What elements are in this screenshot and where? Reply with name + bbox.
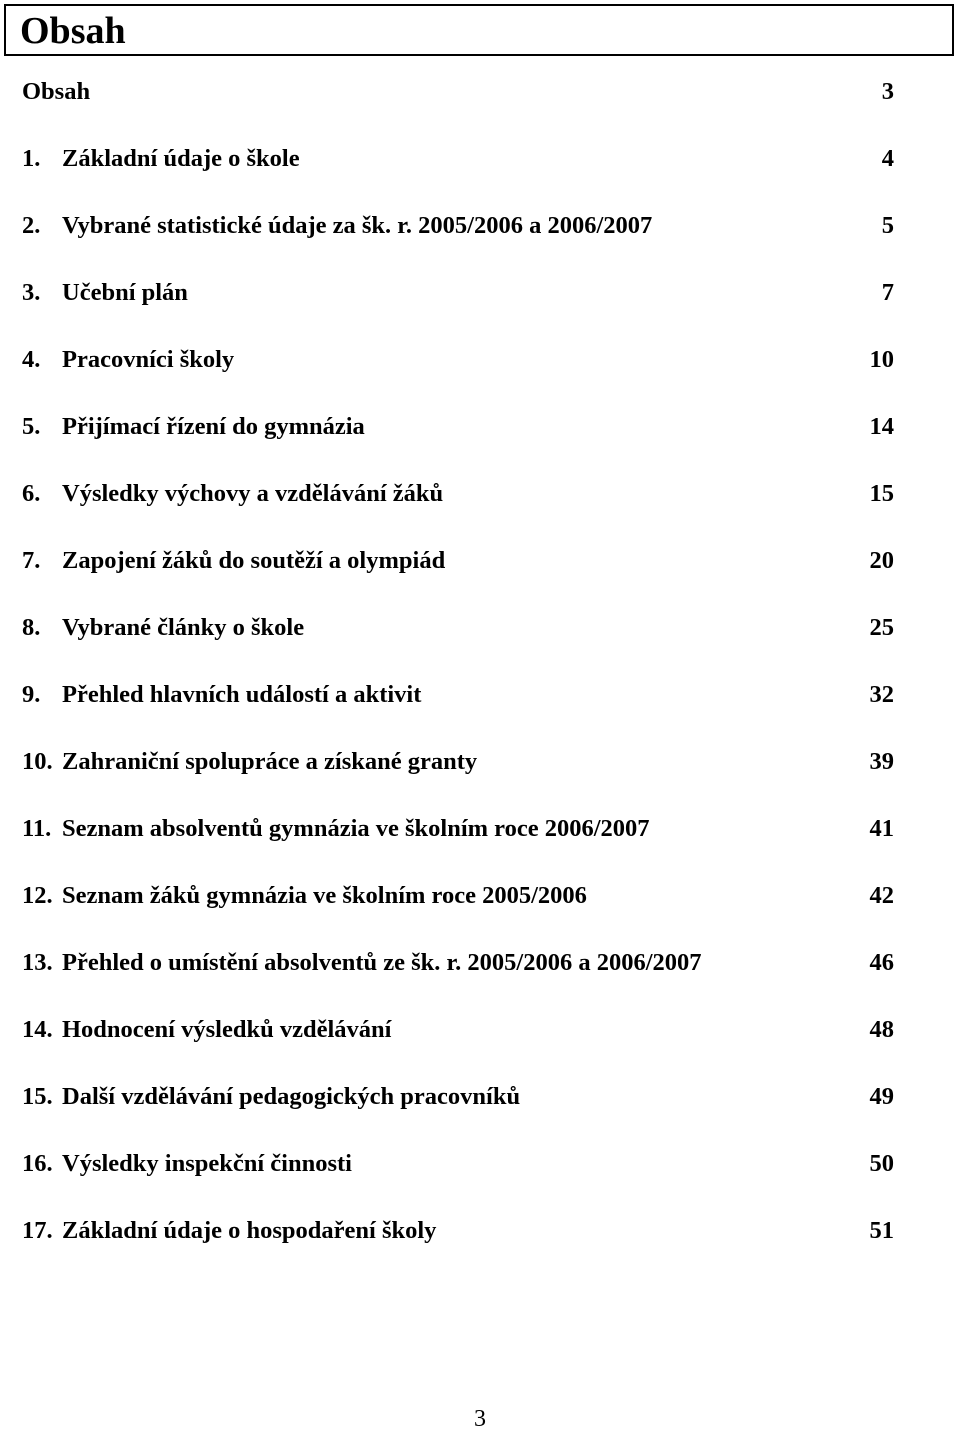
toc-entry[interactable]: [22, 936, 894, 1003]
toc-entry-number: 17.: [22, 1217, 53, 1244]
toc-entry-title: Výsledky výchovy a vzdělávání žáků: [62, 480, 444, 507]
toc-entry-title: Seznam absolventů gymnázia ve školním roce 2006/2007: [62, 815, 650, 842]
toc-entry-number: 11.: [22, 815, 52, 842]
toc-entry-number: 5.: [22, 413, 41, 440]
toc-entry-number: 13.: [22, 949, 53, 976]
toc-entry-title: Zahraniční spolupráce a získané granty: [62, 748, 478, 775]
toc-entry-page: 39: [869, 748, 894, 775]
toc-entry-page: 20: [869, 547, 894, 574]
page-number: 3: [474, 1406, 486, 1432]
toc-entry-number: 12.: [22, 882, 53, 909]
toc-entry-number: 1.: [22, 145, 41, 172]
toc-entry[interactable]: [22, 132, 894, 199]
toc-entry-number: 8.: [22, 614, 41, 641]
toc-entry-title: Přehled hlavních událostí a aktivit: [62, 681, 422, 708]
toc-entry-number: 2.: [22, 212, 41, 239]
toc-entry-title: Zapojení žáků do soutěží a olympiád: [62, 547, 446, 574]
toc-entry-page: 25: [869, 614, 894, 641]
toc-entry[interactable]: [22, 467, 894, 534]
toc-entry-number: 4.: [22, 346, 41, 373]
toc-entry[interactable]: [22, 869, 894, 936]
toc-entry-page: 42: [869, 882, 894, 909]
toc-entry-title: Pracovníci školy: [62, 346, 235, 373]
toc-entry-title: Další vzdělávání pedagogických pracovníků: [62, 1083, 521, 1110]
toc-entry-page: 5: [881, 212, 894, 239]
toc-entry-number: 14.: [22, 1016, 53, 1043]
toc-entry-title: Vybrané statistické údaje za šk. r. 2005/2006 a 2006/2007: [62, 212, 653, 239]
toc-entry[interactable]: [22, 400, 894, 467]
toc-entry-title: Přijímací řízení do gymnázia: [62, 413, 365, 440]
toc-entry-number: 10.: [22, 748, 53, 775]
toc-entry-page: 4: [881, 145, 894, 172]
toc-entry[interactable]: [22, 534, 894, 601]
toc-entry-title: Hodnocení výsledků vzdělávání: [62, 1016, 392, 1043]
heading-box: [4, 4, 954, 56]
toc-entry-title: Základní údaje o škole: [62, 145, 300, 172]
toc-entry-title: Výsledky inspekční činnosti: [62, 1150, 352, 1177]
toc-entry[interactable]: [22, 1003, 894, 1070]
toc-entry-page: 32: [869, 681, 894, 708]
toc-entry-page: 10: [869, 346, 894, 373]
toc-entry-number: 15.: [22, 1083, 53, 1110]
toc-entry[interactable]: [22, 1137, 894, 1204]
toc-entry-number: 7.: [22, 547, 41, 574]
toc-entry-number: 6.: [22, 480, 41, 507]
toc-entry-title: Vybrané články o škole: [62, 614, 305, 641]
toc-entry-page: 48: [869, 1016, 894, 1043]
toc-entry[interactable]: [22, 802, 894, 869]
toc-entry-title: Učební plán: [62, 279, 188, 306]
toc-entry-title: Základní údaje o hospodaření školy: [62, 1217, 437, 1244]
toc-entry-page: 14: [869, 413, 894, 440]
toc-entry-number: 16.: [22, 1150, 53, 1177]
toc-entry-page: 15: [869, 480, 894, 507]
table-of-contents: [22, 65, 894, 1271]
toc-entry-page: 46: [869, 949, 894, 976]
toc-entry-number: 9.: [22, 681, 41, 708]
page-heading: Obsah: [20, 10, 126, 52]
toc-entry[interactable]: [22, 1204, 894, 1271]
toc-entry[interactable]: [22, 65, 894, 132]
toc-entry[interactable]: [22, 266, 894, 333]
toc-entry-page: 51: [869, 1217, 894, 1244]
toc-entry[interactable]: [22, 735, 894, 802]
toc-entry-page: 41: [869, 815, 894, 842]
toc-entry-page: 50: [869, 1150, 894, 1177]
toc-entry-page: 3: [881, 78, 894, 105]
toc-entry[interactable]: [22, 601, 894, 668]
toc-entry-title: Obsah: [22, 78, 91, 105]
toc-entry[interactable]: [22, 668, 894, 735]
toc-entry-title: Seznam žáků gymnázia ve školním roce 2005/2006: [62, 882, 587, 909]
toc-entry[interactable]: [22, 333, 894, 400]
toc-entry[interactable]: [22, 199, 894, 266]
toc-entry-title: Přehled o umístění absolventů ze šk. r. 2005/2006 a 2006/2007: [62, 949, 702, 976]
toc-entry-page: 49: [869, 1083, 894, 1110]
toc-entry-page: 7: [881, 279, 894, 306]
toc-entry[interactable]: [22, 1070, 894, 1137]
toc-entry-number: 3.: [22, 279, 41, 306]
